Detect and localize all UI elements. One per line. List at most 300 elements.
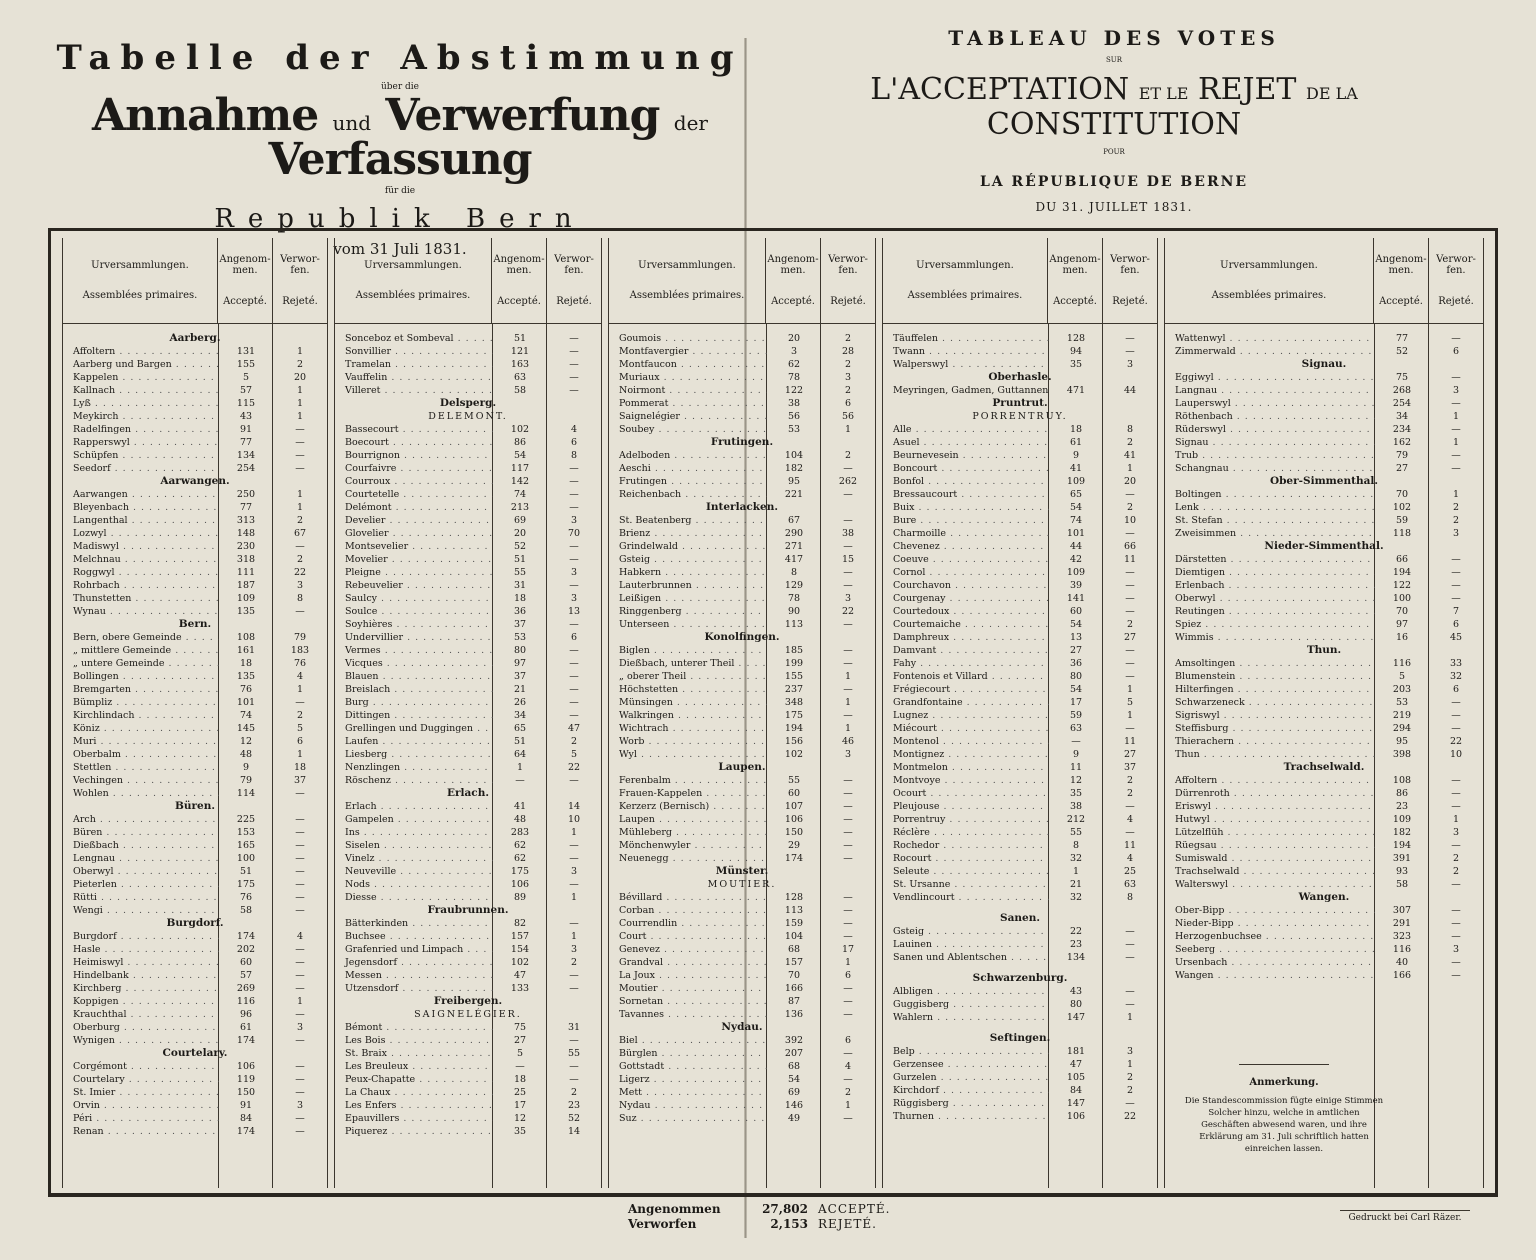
rejected-count: — — [1125, 645, 1135, 656]
accepted-count: 31 — [513, 580, 527, 591]
rejected-count: — — [1125, 671, 1135, 682]
assembly-name: Koppigen . . . — [63, 995, 219, 1008]
assembly-name: Dießbach . . . — [63, 839, 219, 852]
assembly-name: Langenthal . . . — [63, 514, 219, 527]
accepted-count: 32 — [1069, 853, 1083, 864]
rejected-count: 13 — [567, 606, 581, 617]
rejected-count: 47 — [567, 723, 581, 734]
accepted-count: 101 — [1066, 528, 1086, 539]
accepted-count: 128 — [784, 892, 804, 903]
rejected-count: 262 — [838, 476, 858, 487]
district-heading: Münster. — [715, 865, 769, 877]
accepted-count: 78 — [787, 593, 801, 604]
assembly-name: Grindelwald . . . — [609, 540, 767, 553]
table-row — [335, 657, 601, 670]
assembly-name: Montignez . . . — [883, 748, 1049, 761]
rejected-count: — — [569, 359, 579, 370]
table-row — [883, 761, 1157, 774]
accepted-count: 106 — [784, 814, 804, 825]
note-text: Die Standescommission fügte einige Stimmen Solcher hinzu, welche in amtlichen Geschäften abwesend waren, und ihre Erklärung am 31. Juli schriftlich hatten einreichen lassen. — [1184, 1096, 1384, 1154]
table-row — [63, 839, 327, 852]
table-row — [883, 501, 1157, 514]
title-german — [40, 28, 760, 258]
assembly-name: Steffisburg . . . — [1165, 722, 1375, 735]
table-row — [335, 774, 601, 787]
header-rejected: Verwor-fen. Rejeté. — [1428, 238, 1483, 323]
rejected-count: 4 — [296, 671, 304, 682]
table-row — [609, 969, 875, 982]
accepted-count: 77 — [1395, 333, 1409, 344]
table-row — [883, 1110, 1157, 1123]
table-row — [883, 540, 1157, 553]
district-heading: Seftingen. — [989, 1032, 1051, 1044]
district-heading: Pruntrut. — [992, 397, 1048, 409]
table-row — [609, 826, 875, 839]
table-row — [335, 475, 601, 488]
accepted-count: 17 — [513, 1100, 527, 1111]
assembly-name: Montvoye . . . — [883, 774, 1049, 787]
assembly-name: Noirmont . . . — [609, 384, 767, 397]
accepted-count: 398 — [1392, 749, 1412, 760]
rejected-count: 2 — [844, 359, 852, 370]
accepted-count: 44 — [1069, 541, 1083, 552]
rejected-count: 1 — [844, 671, 852, 682]
assembly-name: Nydau . . . — [609, 1099, 767, 1112]
rejected-count: 1 — [296, 385, 304, 396]
district-heading: Aarberg. — [169, 332, 221, 344]
assembly-name: Thurnen . . . — [883, 1110, 1049, 1123]
accepted-count: 147 — [1066, 1098, 1086, 1109]
accepted-count: 60 — [239, 957, 253, 968]
assembly-name: Montfavergier . . . — [609, 345, 767, 358]
accepted-count: 108 — [236, 632, 256, 643]
table-row — [883, 514, 1157, 527]
rejected-count: — — [295, 437, 305, 448]
assembly-name: Peux-Chapatte . . . — [335, 1073, 493, 1086]
accepted-count: 77 — [239, 502, 253, 513]
rejected-count: — — [295, 983, 305, 994]
table-row — [63, 605, 327, 618]
assembly-name: Rapperswyl . . . — [63, 436, 219, 449]
accepted-count: 154 — [510, 944, 530, 955]
rejected-count: — — [569, 502, 579, 513]
assembly-name: Soubey . . . — [609, 423, 767, 436]
table-row — [609, 670, 875, 683]
rejected-count: — — [843, 1009, 853, 1020]
row-gap — [883, 964, 1157, 972]
table-row — [883, 839, 1157, 852]
assembly-name: Tramelan . . . — [335, 358, 493, 371]
table-row — [1165, 735, 1483, 748]
accepted-count: 61 — [1069, 437, 1083, 448]
rejected-count: — — [295, 879, 305, 890]
assembly-name: Damvant . . . — [883, 644, 1049, 657]
table-row — [609, 852, 875, 865]
rejected-count: 10 — [1449, 749, 1463, 760]
accepted-count: 194 — [1392, 567, 1412, 578]
accepted-count: 118 — [1392, 528, 1412, 539]
table-column-2 — [334, 238, 602, 1188]
rejected-count: 1 — [844, 1100, 852, 1111]
table-row — [883, 631, 1157, 644]
rejected-count: 7 — [1452, 606, 1460, 617]
table-row — [883, 592, 1157, 605]
rejected-count: — — [1125, 1098, 1135, 1109]
assembly-name: Rebeuvelier . . . — [335, 579, 493, 592]
accepted-count: 58 — [1395, 879, 1409, 890]
row-list — [335, 332, 601, 1138]
rejected-count: 1 — [296, 996, 304, 1007]
table-row — [1165, 722, 1483, 735]
table-row — [63, 709, 327, 722]
assembly-name: Courtedoux . . . — [883, 605, 1049, 618]
rejected-count: — — [295, 424, 305, 435]
accepted-count: 94 — [1069, 346, 1083, 357]
assembly-name: Eggiwyl . . . — [1165, 371, 1375, 384]
rejected-count: — — [569, 346, 579, 357]
assembly-name: Schüpfen . . . — [63, 449, 219, 462]
rejected-count: 17 — [841, 944, 855, 955]
rejected-count: 15 — [841, 554, 855, 565]
accepted-count: 106 — [510, 879, 530, 890]
assembly-name: Brienz . . . — [609, 527, 767, 540]
accepted-count: 175 — [510, 866, 530, 877]
accepted-count: 47 — [1069, 1059, 1083, 1070]
title-de-date: vom 31 Juli 1831. — [333, 240, 467, 258]
accepted-count: 54 — [1069, 684, 1083, 695]
table-row — [883, 644, 1157, 657]
rejected-count: 3 — [1452, 385, 1460, 396]
assembly-name: Rüderswyl . . . — [1165, 423, 1375, 436]
accepted-count: 38 — [787, 398, 801, 409]
assembly-name: Vechingen . . . — [63, 774, 219, 787]
rejected-count: 2 — [570, 1087, 578, 1098]
accepted-count: 38 — [1069, 801, 1083, 812]
rejected-count: 5 — [296, 723, 304, 734]
accepted-count: 66 — [1395, 554, 1409, 565]
accepted-count: 13 — [1069, 632, 1083, 643]
assembly-name: Walterswyl . . . — [1165, 878, 1375, 891]
table-row — [609, 774, 875, 787]
assembly-name: Courtetelle . . . — [335, 488, 493, 501]
district-heading: Fraubrunnen. — [427, 904, 509, 916]
assembly-name: Twann . . . — [883, 345, 1049, 358]
rejected-count: 1 — [296, 398, 304, 409]
rejected-count: 5 — [570, 749, 578, 760]
rejected-count: — — [1451, 905, 1461, 916]
rejected-count: — — [843, 710, 853, 721]
rejected-count: 3 — [1452, 827, 1460, 838]
table-row — [63, 540, 327, 553]
accepted-count: 47 — [513, 970, 527, 981]
table-row — [335, 1047, 601, 1060]
assembly-name: Villeret . . . — [335, 384, 493, 397]
table-row — [1165, 436, 1483, 449]
rejected-count: 25 — [1123, 866, 1137, 877]
accepted-count: 182 — [1392, 827, 1412, 838]
assembly-name: Montmelon . . . — [883, 761, 1049, 774]
table-column-3 — [608, 238, 876, 1188]
assembly-name: Asuel . . . — [883, 436, 1049, 449]
table-row — [883, 1071, 1157, 1084]
assembly-name: Diemtigen . . . — [1165, 566, 1375, 579]
assembly-name: Corban . . . — [609, 904, 767, 917]
accepted-count: 20 — [513, 528, 527, 539]
table-row — [63, 1021, 327, 1034]
rejected-count: 2 — [1126, 1085, 1134, 1096]
assembly-name: Wahlern . . . — [883, 1011, 1049, 1024]
accepted-count: 9 — [1072, 749, 1080, 760]
table-row — [609, 384, 875, 397]
rejected-count: 2 — [296, 359, 304, 370]
table-row — [335, 566, 601, 579]
rejected-count: 1 — [570, 931, 578, 942]
assembly-name: Röthenbach . . . — [1165, 410, 1375, 423]
rejected-count: — — [843, 892, 853, 903]
table-row — [63, 423, 327, 436]
column-header — [609, 238, 875, 324]
accepted-count: 9 — [1072, 450, 1080, 461]
assembly-name: Miécourt . . . — [883, 722, 1049, 735]
rejected-count: — — [1451, 333, 1461, 344]
accepted-count: — — [515, 775, 525, 786]
assembly-name: Affoltern . . . — [1165, 774, 1375, 787]
assembly-name: Genevez . . . — [609, 943, 767, 956]
assembly-name: Suz . . . — [609, 1112, 767, 1125]
row-list — [609, 332, 875, 1125]
column-body — [335, 324, 601, 1188]
accepted-count: 54 — [1069, 619, 1083, 630]
assembly-name: Charmoille . . . — [883, 527, 1049, 540]
accepted-count: 219 — [1392, 710, 1412, 721]
accepted-count: 59 — [1069, 710, 1083, 721]
accepted-count: 129 — [784, 580, 804, 591]
assembly-name: Eriswyl . . . — [1165, 800, 1375, 813]
accepted-count: 199 — [784, 658, 804, 669]
table-row — [63, 384, 327, 397]
accepted-count: 8 — [1072, 840, 1080, 851]
header-name: Urversammlungen. Assemblées primaires. — [355, 259, 471, 302]
assembly-name: Boncourt . . . — [883, 462, 1049, 475]
accepted-count: 283 — [510, 827, 530, 838]
rejected-count: — — [295, 814, 305, 825]
accepted-count: 63 — [513, 372, 527, 383]
assembly-name: Walkringen . . . — [609, 709, 767, 722]
district-heading: Büren. — [174, 800, 215, 812]
table-row — [335, 1073, 601, 1086]
accepted-count: 41 — [513, 801, 527, 812]
assembly-name: Frégiecourt . . . — [883, 683, 1049, 696]
assembly-name: Alle . . . — [883, 423, 1049, 436]
rejected-count: — — [1125, 723, 1135, 734]
accepted-count: 174 — [236, 931, 256, 942]
table-row — [883, 813, 1157, 826]
table-row — [63, 891, 327, 904]
rejected-count: 3 — [296, 1022, 304, 1033]
assembly-name: Lyß . . . — [63, 397, 219, 410]
assembly-name: Reichenbach . . . — [609, 488, 767, 501]
rejected-count: 8 — [1126, 892, 1134, 903]
assembly-name: Wynau . . . — [63, 605, 219, 618]
rejected-count: 56 — [841, 411, 855, 422]
accepted-count: 39 — [1069, 580, 1083, 591]
accepted-count: 43 — [239, 411, 253, 422]
rejected-count: — — [295, 840, 305, 851]
rejected-count: — — [1451, 580, 1461, 591]
rejected-count: 6 — [570, 437, 578, 448]
assembly-name: Soulce . . . — [335, 605, 493, 618]
rejected-count: — — [295, 1061, 305, 1072]
rejected-count: 2 — [844, 333, 852, 344]
assembly-name: Guggisberg . . . — [883, 998, 1049, 1011]
accepted-count: 36 — [513, 606, 527, 617]
assembly-name: Thun . . . — [1165, 748, 1375, 761]
note-rule — [1239, 1064, 1329, 1065]
header-accepted: Angenom-men. Accepté. — [1047, 238, 1102, 323]
accepted-count: 76 — [239, 684, 253, 695]
rejected-count: 1 — [844, 957, 852, 968]
note-title: Anmerkung. — [1249, 1077, 1319, 1088]
assembly-name: Wyl . . . — [609, 748, 767, 761]
assembly-name: Rüegsau . . . — [1165, 839, 1375, 852]
accepted-count: 74 — [239, 710, 253, 721]
table-row — [609, 735, 875, 748]
table-row — [63, 878, 327, 891]
table-row — [63, 462, 327, 475]
assembly-name: Trub . . . — [1165, 449, 1375, 462]
rejected-count: — — [295, 866, 305, 877]
table-row — [335, 1021, 601, 1034]
table-row — [883, 345, 1157, 358]
assembly-name: Ligerz . . . — [609, 1073, 767, 1086]
assembly-name: Courgenay . . . — [883, 592, 1049, 605]
accepted-count: 37 — [513, 619, 527, 630]
rejected-count: — — [843, 931, 853, 942]
title-french — [752, 26, 1476, 214]
title-de-main: Annahme und Verwerfung der Verfassung — [92, 90, 708, 185]
rejected-count: 11 — [1123, 736, 1137, 747]
row-list — [63, 332, 327, 1138]
table-row — [335, 1112, 601, 1125]
table-row — [1165, 566, 1483, 579]
rejected-count: — — [843, 840, 853, 851]
table-row — [609, 1086, 875, 1099]
accepted-count: 26 — [513, 697, 527, 708]
rejected-count: — — [295, 905, 305, 916]
rejected-count: 1 — [296, 684, 304, 695]
accepted-count: 102 — [1392, 502, 1412, 513]
table-row — [883, 475, 1157, 488]
accepted-count: 113 — [784, 905, 804, 916]
assembly-name: Rochedor . . . — [883, 839, 1049, 852]
assembly-name: Ursenbach . . . — [1165, 956, 1375, 969]
district-heading: Konolfingen. — [704, 631, 780, 643]
rejected-count: 20 — [1123, 476, 1137, 487]
accepted-count: 109 — [1392, 814, 1412, 825]
table-row — [883, 998, 1157, 1011]
assembly-name: Boltingen . . . — [1165, 488, 1375, 501]
district-heading: Signau. — [1301, 358, 1347, 370]
assembly-name: La Chaux . . . — [335, 1086, 493, 1099]
district-heading: Aarwangen. — [160, 475, 230, 487]
accepted-count: 213 — [510, 502, 530, 513]
accepted-count: 153 — [236, 827, 256, 838]
district-subheading: SAIGNELÉGIER. — [414, 1009, 522, 1020]
assembly-name: Bourrignon . . . — [335, 449, 493, 462]
table-row — [63, 397, 327, 410]
rejected-count: 22 — [293, 567, 307, 578]
assembly-name: Kallnach . . . — [63, 384, 219, 397]
rejected-count: 6 — [1452, 684, 1460, 695]
assembly-name: Schwarzeneck . . . — [1165, 696, 1375, 709]
assembly-name: St. Beatenberg . . . — [609, 514, 767, 527]
table-row — [63, 826, 327, 839]
accepted-count: 271 — [784, 541, 804, 552]
title-fr-small2: POUR — [1103, 148, 1125, 156]
rejected-count: 1 — [844, 697, 852, 708]
assembly-name: Hasle . . . — [63, 943, 219, 956]
rejected-count: — — [843, 567, 853, 578]
rejected-count: 44 — [1123, 385, 1137, 396]
assembly-name: Les Breuleux . . . — [335, 1060, 493, 1073]
assembly-name: Hilterfingen . . . — [1165, 683, 1375, 696]
table-row — [1165, 501, 1483, 514]
table-row — [63, 956, 327, 969]
table-row — [1165, 514, 1483, 527]
rejected-count: 2 — [844, 1087, 852, 1098]
table-row — [335, 670, 601, 683]
accepted-count: 18 — [239, 658, 253, 669]
title-fr-date: DU 31. JUILLET 1831. — [1035, 200, 1193, 214]
row-list — [1165, 332, 1483, 982]
assembly-name: Sonvillier . . . — [335, 345, 493, 358]
table-row — [609, 904, 875, 917]
assembly-name: Rohrbach . . . — [63, 579, 219, 592]
accepted-count: 70 — [787, 970, 801, 981]
table-row — [335, 332, 601, 345]
column-header — [883, 238, 1157, 324]
assembly-name: Utzensdorf . . . — [335, 982, 493, 995]
assembly-name: Orvin . . . — [63, 1099, 219, 1112]
rejected-count: 2 — [1126, 1072, 1134, 1083]
rejected-count: 10 — [1123, 515, 1137, 526]
title-fr-small1: SUR — [1106, 56, 1122, 64]
assembly-name: Wengi . . . — [63, 904, 219, 917]
accepted-count: 17 — [1069, 697, 1083, 708]
assembly-name: Gampelen . . . — [335, 813, 493, 826]
rejected-count: — — [295, 541, 305, 552]
rejected-count: 23 — [567, 1100, 581, 1111]
assembly-name: Bassecourt . . . — [335, 423, 493, 436]
table-row — [335, 1125, 601, 1138]
table-row — [609, 592, 875, 605]
accepted-count: 182 — [784, 463, 804, 474]
assembly-name: Amsoltingen . . . — [1165, 657, 1375, 670]
table-row — [883, 748, 1157, 761]
table-row — [1165, 657, 1483, 670]
rejected-count: 1 — [296, 502, 304, 513]
table-row — [609, 1060, 875, 1073]
table-row — [609, 787, 875, 800]
accepted-count: 114 — [236, 788, 256, 799]
rejected-count: 33 — [1449, 658, 1463, 669]
table-row — [883, 722, 1157, 735]
accepted-count: 225 — [236, 814, 256, 825]
table-row — [63, 982, 327, 995]
accepted-count: 136 — [784, 1009, 804, 1020]
accepted-count: 194 — [1392, 840, 1412, 851]
assembly-name: St. Ursanne . . . — [883, 878, 1049, 891]
